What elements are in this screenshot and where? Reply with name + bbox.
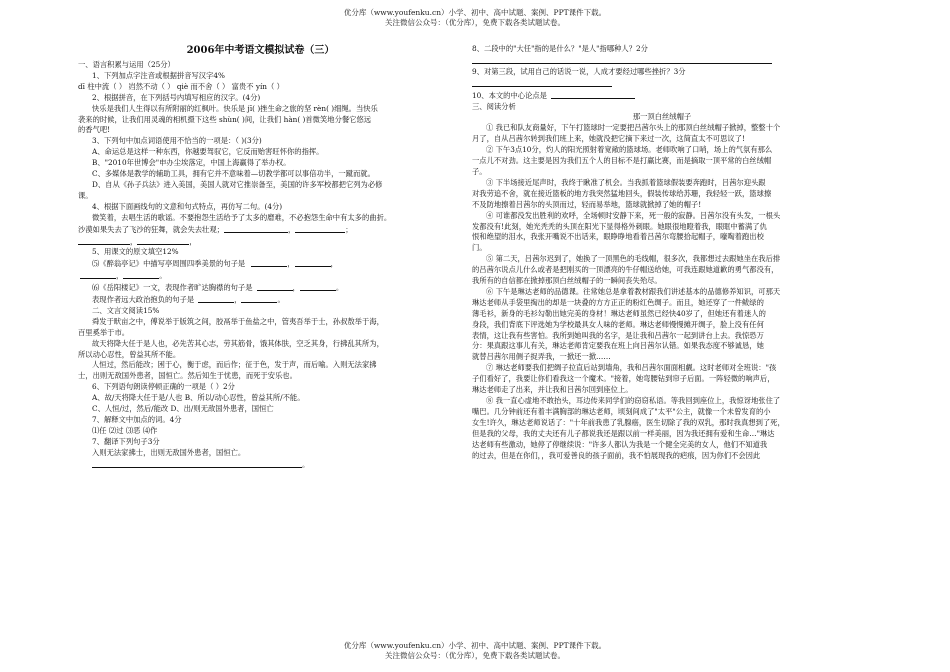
passage-line: ② 下午3点10分，灼人的阳光照射着宽敞的篮球场。老师吹响了口哨，场上的气氛有那么 (486, 145, 773, 155)
passage-line: 嘴巴。几分钟前还有着丰满胸部的琳达老师，顷刻间成了"太平"公主，就像一个未曾发育的小 (472, 406, 771, 416)
q3-option-d-cont: 课。 (78, 190, 93, 200)
q8-answer (472, 55, 852, 67)
answer-blank[interactable] (257, 282, 293, 291)
q7-items: ⑴任 ⑵过 ⑶恶 ⑷作 (92, 425, 158, 435)
passage-line: 发都没有!此刻，她光秃秃的头顶在阳光下显得格外刺眼。她眼很地瞪着我，眼眶中蓄满了仇 (472, 221, 767, 231)
passage-line: 的吕茜尔说点儿什么或者是把刚买的一顶漂亮的牛仔帽送给她，可我连跟她道歉的勇气都没有， (472, 265, 779, 275)
q6-options-ab: A、故/天将降大任于是/人也 B、所以/动心忍性，曾益其所/不能。 (92, 393, 305, 403)
passage-line: 恨和绝望的泪水，我张开嘴说不出话来，眼睁睁地看着吕茜尔弯腰拾起帽子，嚎啕着跑出校 (472, 232, 764, 242)
passage-line: 子。 (472, 166, 487, 176)
page-footer (0, 641, 950, 661)
q9-answer (472, 78, 852, 90)
q6-options-cd: C、人恒/过，然后/能改 D、出/则无敌国外患者，国恒亡 (92, 404, 274, 414)
answer-blank[interactable] (251, 258, 287, 267)
q4-passage-2-text: 沙漠如果失去了飞沙的狂舞，就会失去壮观； (78, 224, 224, 234)
answer-blank[interactable] (551, 90, 635, 99)
q3-option-c: C、多媒体是教学的辅助工具，拥有它并不意味着—切教学都可以事倍功半，一蹴而就。 (92, 169, 375, 179)
passage-line: 琳达老师走了出来，并让我和吕茜尔回到座位上。 (472, 385, 633, 395)
q8-text: 8、二段中的"大任"指的是什么？"是人"指哪种人？2分 (472, 44, 648, 53)
footer-line-2: 关注微信公众号：（优分库），免费下载各类试题试卷。 (385, 651, 565, 660)
q5-item-6: ⑹《岳阳楼记》一文，表现作者旷达胸襟的句子是 ， 。 (92, 283, 344, 293)
q10-text (472, 90, 852, 102)
q6-text: 6、下列语句朗读停顿正确的一项是（ ）2分 (92, 382, 235, 392)
section-2-heading: 二、文言文阅读15% (92, 305, 160, 315)
q5-item-5: ⑸《醉翁亭记》中描写亭周围四季美景的句子是 ， ， (92, 259, 338, 269)
passage-line: ④ 可谁都没发出胜利的欢呼，全场顿时安静下来，死一般的寂静。吕茜尔没有头发，一根头 (486, 210, 781, 220)
q1-items: dī 柱中流（ ） 岿然不动（ ） qiè 而不舍（ ） 富贵不 yín（ ） (78, 81, 284, 91)
q10-label: 10、本文的中心论点是 (472, 90, 547, 100)
classical-p1: 舜发于畎亩之中，傅说举于版筑之间，胶鬲举于鱼盐之中，管夷吾举于士，孙叔敖举于海， (92, 316, 384, 326)
answer-blank[interactable] (198, 294, 234, 303)
answer-blank[interactable] (241, 294, 277, 303)
classical-p2: 故天将降大任于是人也，必先苦其心志，劳其筋骨，饿其体肤，空乏其身，行拂乱其所为， (92, 338, 384, 348)
answer-blank[interactable] (472, 55, 772, 64)
answer-blank[interactable] (123, 270, 159, 279)
q7b-answer: 。 (78, 459, 443, 471)
answer-blank[interactable] (224, 224, 288, 233)
answer-blank[interactable] (295, 224, 345, 233)
section-3-heading: 三、阅读分析 (472, 101, 516, 111)
q2-passage-3: 的香气吧! (78, 125, 111, 135)
q7b-sentence: 入则无法家拂士，出则无敌国外患者，国恒亡。 (92, 447, 246, 457)
q9-text: 9、对第三段，试用自己的话说一说，人成才要经过哪些挫折？3分 (472, 66, 686, 76)
header-line-2: 关注微信公众号：（优分库），免费下载各类试题试卷。 (385, 18, 565, 27)
q1-text: 1、下列加点字注音或根据拼音写汉字4% (92, 70, 225, 80)
left-column (78, 40, 443, 471)
q4-passage-1: 微笑着，去唱生活的歌谣。不要抱怨生活给予了太多的磨难，不必抱怨生命中有太多的曲折。 (92, 212, 392, 222)
section-1-heading: 一、语言积累与运用（25分） (78, 60, 175, 69)
passage-line: 对我劳追不舍，就在接近篮板的地方我突然猛地回头，假装传球给苏珊，我轻轻一跃，篮球擦 (472, 188, 772, 198)
q5-item-6-text: ⑹《岳阳楼记》一文，表现作者旷达胸襟的句子是 (92, 283, 253, 293)
answer-blank[interactable] (80, 270, 116, 279)
q4-blank-line: ， ， (78, 236, 443, 248)
answer-blank[interactable] (78, 236, 130, 245)
answer-blank[interactable] (295, 258, 331, 267)
answer-blank[interactable] (137, 236, 189, 245)
classical-p2-cont: 所以动心忍性，曾益其所不能。 (78, 349, 181, 359)
passage-line: 女生!许久，琳达老师说话了："十年前我患了乳腺癌，医生切除了我的双乳，那时我真想到了死， (472, 417, 785, 427)
passage-line: ③ 下半场接近尾声时，我终于瞅准了机会。当我抓着篮球假装要奔跑时，吕茜尔迎头跟 (486, 177, 766, 187)
passage-line: 一点儿不对劲。这主要是因为我们五个人的目标不是打赢比赛，而是摘取一顶平常的白丝绒帽 (472, 156, 772, 166)
q3-text: 3、下列句中加点词语使用不恰当的一项是：（ )(3分) (92, 136, 262, 146)
q7b-text: 7、翻译下列句子3分 (92, 436, 160, 446)
q5-text: 5、用课文的原文填空12% (92, 247, 179, 257)
classical-p3: 人恒过，然后能改；困于心，衡于虑，而后作；征于色，发于声，而后喻。入则无法家拂 (92, 360, 377, 370)
passage-line: 薄毛衫，新身的毛衫勾勒出她完美的身材！琳达老师虽然已经快40岁了，但她还有着迷人的 (472, 308, 766, 318)
passage-line: 子们看好了，我要让你们看我这一个魔术。"接着，她弯腰钻到帘子后面。一阵轻微的响声后， (472, 374, 775, 384)
q5-item-5-blanks: ， 。 (78, 270, 443, 282)
passage-line: ⑤ 第二天，吕茜尔迟到了，她换了一顶黑色的毛线帽，很多次，我都想过去跟她坐在我后排 (486, 254, 781, 264)
classical-p1-cont: 百里奚举于市。 (78, 327, 130, 337)
q5-item-6b-text: 表现作者远大政治抱负的句子是 (92, 295, 195, 305)
right-column (472, 40, 852, 461)
passage-line: ⑧ 我一直心虚地不敢抬头，耳边传来同学们的窃窃私语。等我回到座位上，我惊讶地张住了 (486, 396, 781, 405)
footer-line-1: 优分库（www.youfenku.cn）小学、初中、高中试题、案例、PPT课件下载。 (343, 641, 607, 650)
q3-option-d: D、自从《孙子兵法》进入美国，美国人就对它推崇备至，美国的许多军校都把它列为必修 (92, 179, 383, 189)
exam-title: 2006年中考语文模拟试卷（三） (186, 45, 335, 56)
passage-line: ⑦ 琳达老师要我们把绸子拉直后站到墙角，我和吕茜尔面面相觑。这时老师对全班说："孩 (486, 363, 777, 373)
answer-blank[interactable] (472, 78, 612, 87)
passage-line: ⑥ 下午是琳达老师的品德课。往常她总是拿着教材跟我们讲述基本的品德修养知识，可那天 (486, 286, 781, 296)
passage-line: 就替吕茜尔用侧子捉弄我，一掀还一掀…… (472, 352, 611, 362)
passage-line: 达老师有些激动，她停了停继续说："许多人都认为我是一个健全完美的女人，他们不知道我 (472, 439, 768, 449)
passage-line: 不及防地擦着吕茜尔的头顶而过，轻而易举地，篮球就掀掉了她的帽子! (472, 199, 702, 209)
passage-line: ① 我已和队友商量好，下午打篮球时一定要把吕茜尔头上的那顶白丝绒帽子掀掉，整整十个 (486, 123, 781, 133)
passage-line: 琳达老师从手袋里掏出的却是一块叠的方方正正的粉红色绸子。而且，她还穿了一件鲅绿的 (472, 297, 764, 307)
passage-title: 那一顶白丝绒帽子 (632, 112, 692, 122)
q3-option-b: B、"2010年世博会"申办尘埃落定，中国上海赢得了举办权。 (92, 158, 291, 168)
q3-option-a: A、命运总是这样一种东西，你越要驾驭它，它反而贻害旺怀你的指挥。 (92, 147, 324, 157)
q4-passage-2: 沙漠如果失去了飞沙的狂舞，就会失去壮观； ， ； (78, 224, 353, 234)
q5-item-5-text: ⑸《醉翁亭记》中描写亭周围四季美景的句子是 (92, 259, 246, 269)
passage-line: 的过去，但是在你们，，我可爱善良的孩子面前，我不怕展现我的疤痕，因为你们不会因此 (472, 450, 761, 460)
passage-line: 我所有的自信都在掀掉那顶白丝绒帽子的一瞬间丧失殆尽。 (472, 276, 662, 286)
answer-blank[interactable] (92, 459, 302, 468)
q2-text: 2、根据拼音，在下列括号内填写相应的汉字。(4分) (92, 92, 261, 102)
q5-item-6b: 表现作者远大政治抱负的句子是 ， 。 (92, 295, 285, 305)
q4-text: 4、根据下面画线句的文意和句式特点，再仿写二句。(4分) (92, 201, 283, 211)
passage-line: 但是我的父母，我的丈夫还有儿子都说我还是跟以前一样美丽，因为我还拥有爱和生命…"琳达 (472, 428, 775, 438)
q7-text: 7、解释文中加点的词。4分 (92, 415, 182, 424)
q2-passage-2: 袭来的时候，让我们用灵魂的相机摄下这些 shùn( )间，让我们 hàn( )首微笑地分餐它悠远 (78, 114, 372, 124)
header-line-1: 优分库（www.youfenku.cn）小学、初中、高中试题、案例、PPT课件下载。 (343, 8, 607, 17)
passage-line: 门。 (472, 243, 487, 253)
passage-line: 月了，自从吕茜尔转到我们班上来，她就没把它摘下来过一次，这简直太不可思议了! (472, 134, 745, 144)
page-header (0, 8, 950, 28)
passage-line: 身段，我们背底下评选她为学校最具女人味的老师。琳达老师慢慢摊开绸子，脸上没有任何 (472, 319, 764, 329)
classical-p3-cont: 士，出则无敌国外患者，国恒亡。然后知生于忧患，而死于安乐也。 (78, 371, 297, 381)
q2-passage-1: 快乐是我们人生得以有所附丽的红枫叶。快乐是 jī( )挫生命之旅的坚 rèn( )细绳。当快乐 (92, 103, 378, 113)
passage-line: 分：果真跟这事儿有关，琳达老师肯定要我在班上向吕茜尔认错。如果我态度不够诚恳，她 (472, 341, 764, 351)
passage-line: 表情，这让我有些害怕。我所到她叫我的名字，是让我和吕茜尔一起到讲台上去。我惊恐万 (472, 330, 764, 340)
answer-blank[interactable] (300, 282, 336, 291)
